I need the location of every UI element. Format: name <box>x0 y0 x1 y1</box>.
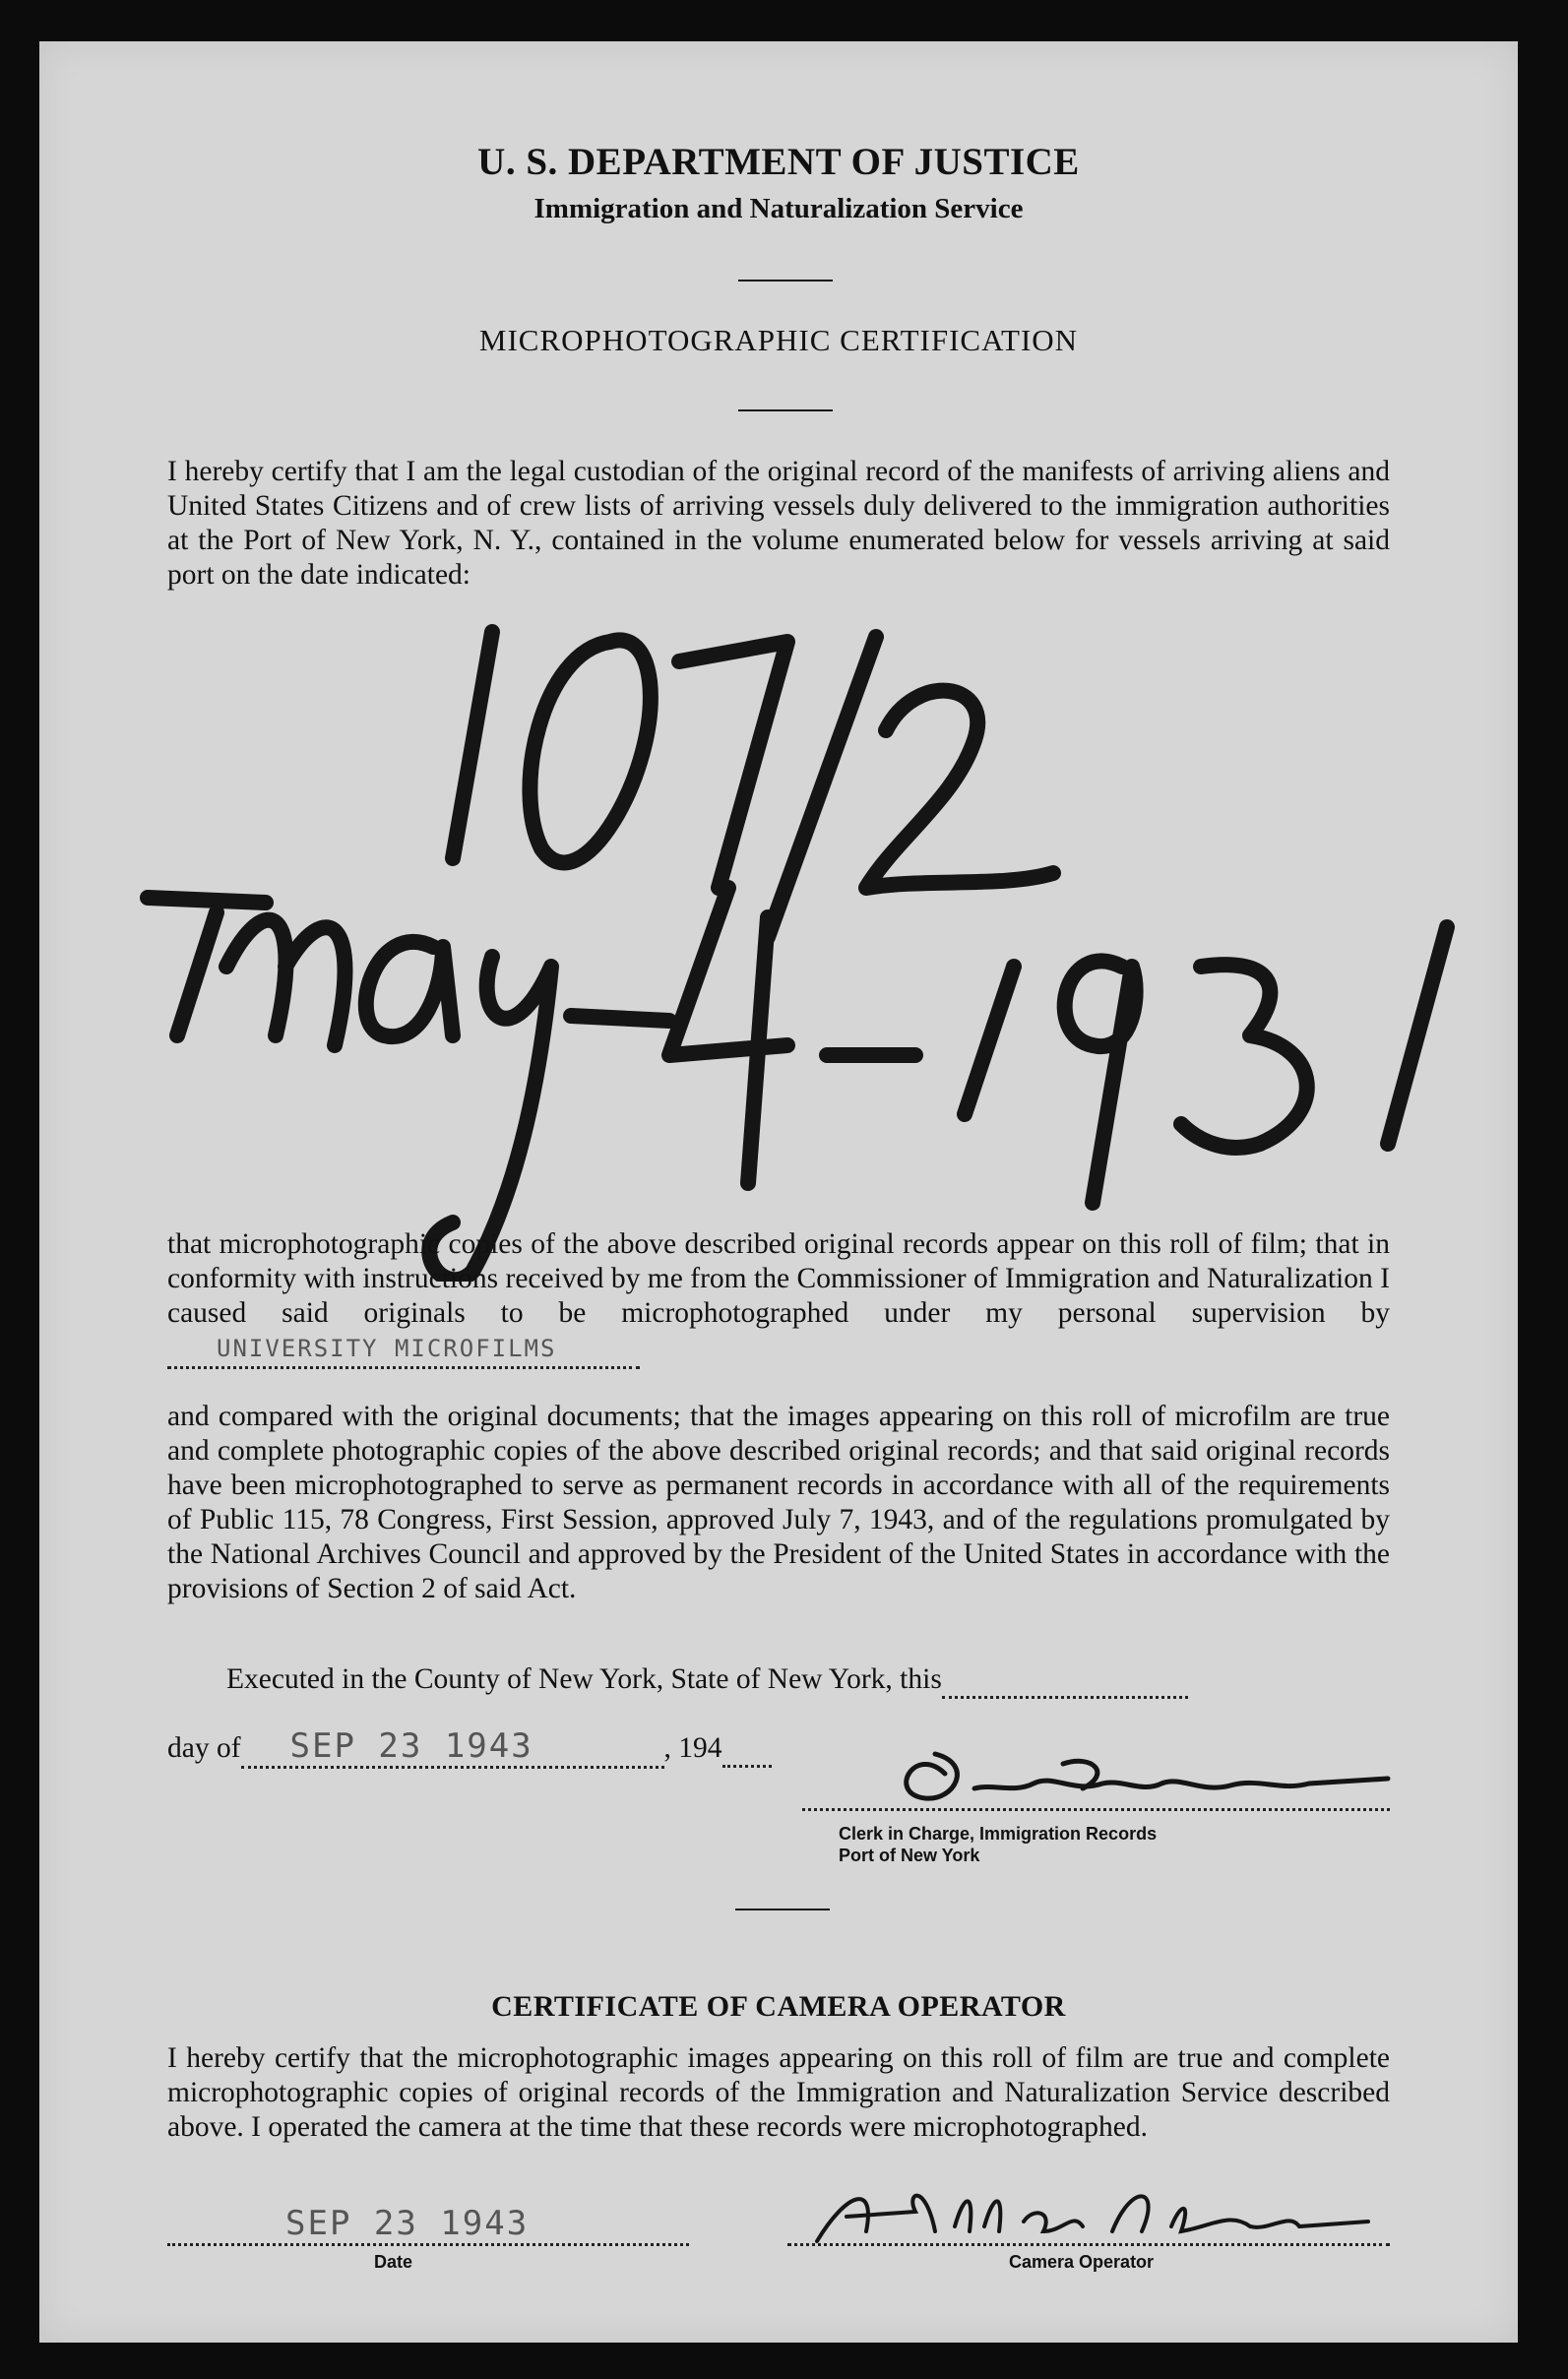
handwriting-stroke <box>1065 961 1136 1203</box>
clerk-title <box>839 1823 1157 1866</box>
divider-rule <box>738 280 833 282</box>
intro-paragraph: I hereby certify that I am the legal custodian of the original record of the manifests of arriving aliens and United States Citizens and of crew lists of arriving vessels duly delivered to the immigration authorities at the Port of New York, N. Y., contained in the volume enumerated below for vessels arriving at said port on the date indicated: <box>167 456 1390 591</box>
day-of-label: day of <box>167 1732 241 1764</box>
executed-line <box>226 1663 1390 1699</box>
document-page <box>39 41 1518 2343</box>
camera-paragraph: I hereby certify that the microphotographic images appearing on this roll of film are true and complete microphotographic copies of original records of the Immigration and Naturalization Service described above. I operated the camera at the time that these records were microphotographed. <box>167 2042 1390 2143</box>
clerk-signature-line <box>802 1808 1390 1811</box>
handwritten-entry <box>79 593 1496 1282</box>
handwriting-stroke <box>669 888 787 1183</box>
executed-blank <box>942 1663 1188 1699</box>
day-of-field <box>241 1726 664 1769</box>
certification-heading: MICROPHOTOGRAPHIC CERTIFICATION <box>478 323 1079 357</box>
handwriting-stroke <box>453 632 492 858</box>
day-of-stamp: SEP 23 1943 <box>289 1726 533 1766</box>
year-blank <box>722 1732 772 1768</box>
clerk-title-line-2: Port of New York <box>839 1846 980 1865</box>
handwriting-stroke <box>1181 965 1307 1148</box>
handwriting-stroke <box>366 942 453 1036</box>
date-label: Date <box>374 2252 413 2272</box>
handwriting-stroke <box>571 1016 669 1021</box>
handwriting-stroke <box>965 967 1014 1114</box>
service-subtitle: Immigration and Naturalization Service <box>533 193 1024 224</box>
day-of-line <box>167 1726 772 1769</box>
microfilm-company-field <box>167 1331 640 1369</box>
clerk-signature <box>866 1715 1437 1823</box>
handwriting-stroke <box>866 691 1053 888</box>
divider-rule <box>738 409 833 411</box>
handwriting-stroke <box>148 898 345 1045</box>
body-pre-text: that microphotographic copies of the above described original records appear on this roll of film; that in conformity with instructions received by me from the Commissioner of Immigration and Naturalization I caused said originals to be microphotographed under my personal supervision by <box>167 1228 1390 1329</box>
department-title: U. S. DEPARTMENT OF JUSTICE <box>477 141 1080 183</box>
divider-rule <box>735 1909 830 1910</box>
handwriting-stroke <box>1388 927 1447 1144</box>
clerk-title-line-1: Clerk in Charge, Immigration Records <box>839 1824 1158 1844</box>
camera-operator-signature <box>787 2172 1398 2261</box>
camera-operator-line <box>787 2243 1390 2246</box>
camera-date-field <box>167 2204 689 2246</box>
handwriting-stroke <box>679 642 787 888</box>
camera-heading: CERTIFICATE OF CAMERA OPERATOR <box>491 1990 1066 2023</box>
body-paragraph-end: and compared with the original documents; that the images appearing on this roll of microfilm are true and complete photographic copies of the above described original records; and that said original records have been microphotographed to serve as permanent records in accordance with all of the requirements of Public 115, 78 Congress, First Session, approved July 7, 1943, and of the regulations promulgated by the National Archives Council and approved by the President of the United States in accordance with the provisions of Section 2 of said Act. <box>167 1401 1390 1604</box>
camera-operator-label: Camera Operator <box>1009 2252 1155 2272</box>
handwriting-stroke <box>530 640 650 862</box>
executed-text: Executed in the County of New York, State of New York, this <box>226 1663 942 1695</box>
year-prefix: , 194 <box>663 1732 722 1764</box>
microfilm-company-stamp: UNIVERSITY MICROFILMS <box>217 1335 557 1362</box>
camera-date-stamp: SEP 23 1943 <box>285 2204 530 2243</box>
body-paragraph-start <box>167 1227 1390 1369</box>
